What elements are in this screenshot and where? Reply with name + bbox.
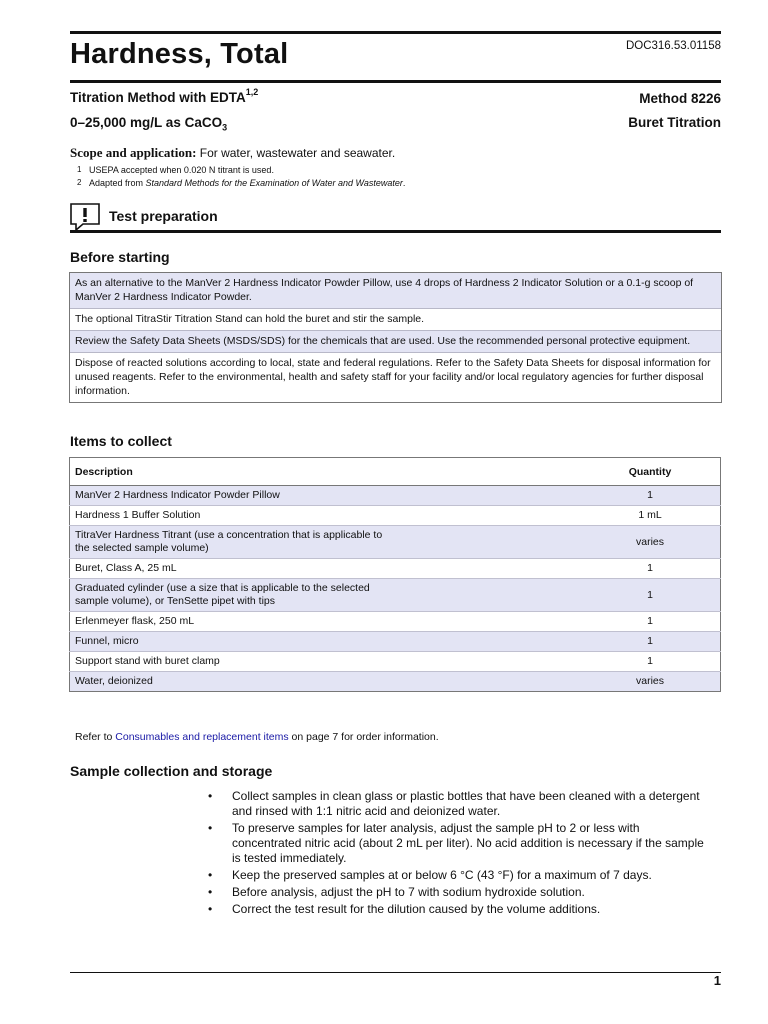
table-row [70, 672, 721, 692]
table-row [70, 579, 721, 612]
item-quantity: 1 [580, 612, 721, 632]
footnote-2: 2 Adapted from Standard Methods for the Examination of Water and Wastewater. [77, 178, 406, 188]
test-preparation-rule [70, 230, 721, 233]
top-rule [70, 31, 721, 34]
page-number: 1 [713, 973, 721, 988]
item-quantity: 1 mL [580, 506, 721, 526]
before-starting-row: Review the Safety Data Sheets (MSDS/SDS) for the chemicals that are used. Use the recommended personal protective equipment. [70, 330, 721, 352]
footnote-1: 1 USEPA accepted when 0.020 N titrant is used. [77, 165, 274, 175]
before-starting-heading: Before starting [70, 249, 170, 265]
table-row [70, 506, 721, 526]
items-to-collect-heading: Items to collect [70, 433, 172, 449]
list-item: • Collect samples in clean glass or plastic bottles that have been cleaned with a detergent and rinsed with 1:1 nitric acid and deionized water. [206, 789, 706, 819]
item-description: Water, deionized [70, 672, 581, 692]
table-row [70, 559, 721, 579]
method-title: Titration Method with EDTA$^{1,2}$ [70, 87, 259, 105]
item-quantity: 1 [580, 632, 721, 652]
footer-rule [70, 972, 721, 973]
list-item: • To preserve samples for later analysis, adjust the sample pH to 2 or less with concentrated nitric acid (about 2 mL per liter). No acid addition is necessary if the sample is tested immediately. [206, 821, 706, 866]
list-item: • Before analysis, adjust the pH to 7 with sodium hydroxide solution. [206, 885, 706, 900]
items-table [69, 457, 721, 692]
before-starting-row: Dispose of reacted solutions according to local, state and federal regulations. Refer to the Safety Data Sheets for disposal information for unused reagents. Refer to the environmental, health and safety staff for your facility and/or local regulatory agencies for further disposal information. [70, 352, 721, 402]
item-description: Funnel, micro [70, 632, 581, 652]
title-rule [70, 80, 721, 83]
item-description: Support stand with buret clamp [70, 652, 581, 672]
warning-note-icon [70, 203, 100, 231]
item-quantity: 1 [580, 652, 721, 672]
sample-collection-heading: Sample collection and storage [70, 763, 273, 779]
item-description: Graduated cylinder (use a size that is applicable to the selected sample volume), or TenSette pipet with tips [70, 579, 581, 612]
list-item: • Keep the preserved samples at or below 6 °C (43 °F) for a maximum of 7 days. [206, 868, 706, 883]
sample-collection-list [206, 789, 706, 919]
table-row [70, 526, 721, 559]
range-label: 0–25,000 mg/L as CaCO$_3$ [70, 115, 228, 133]
col-quantity: Quantity [580, 458, 721, 486]
table-row [70, 652, 721, 672]
item-description: TitraVer Hardness Titrant (use a concentration that is applicable to the selected sample volume) [70, 526, 581, 559]
item-quantity: 1 [580, 579, 721, 612]
document-number: DOC316.53.01158 [625, 40, 721, 52]
item-description: Hardness 1 Buffer Solution [70, 506, 581, 526]
consumables-link[interactable]: Consumables and replacement items [115, 731, 289, 743]
page-title: Hardness, Total [70, 38, 289, 70]
test-preparation-heading: Test preparation [109, 208, 218, 224]
scope-and-application: Scope and application: For water, wastewater and seawater. [70, 145, 396, 160]
before-starting-row: The optional TitraStir Titration Stand can hold the buret and stir the sample. [70, 308, 721, 330]
item-quantity: varies [580, 526, 721, 559]
col-description: Description [70, 458, 581, 486]
item-quantity: 1 [580, 559, 721, 579]
list-item: • Correct the test result for the dilution caused by the volume additions. [206, 902, 706, 917]
table-row [70, 612, 721, 632]
item-quantity: varies [580, 672, 721, 692]
item-quantity: 1 [580, 486, 721, 506]
method-number: Method 8226 [639, 91, 721, 106]
item-description: Erlenmeyer flask, 250 mL [70, 612, 581, 632]
refer-note: Refer to Consumables and replacement items on page 7 for order information. [75, 731, 439, 743]
before-starting-row: As an alternative to the ManVer 2 Hardness Indicator Powder Pillow, use 4 drops of Hardness 2 Indicator Solution or a 0.1-g scoop of ManVer 2 Hardness Indicator Powder. [70, 273, 721, 308]
before-starting-box [69, 272, 722, 403]
method-type: Buret Titration [628, 115, 721, 130]
table-header-row [70, 458, 721, 486]
item-description: Buret, Class A, 25 mL [70, 559, 581, 579]
table-row [70, 632, 721, 652]
table-row [70, 486, 721, 506]
item-description: ManVer 2 Hardness Indicator Powder Pillow [70, 486, 581, 506]
